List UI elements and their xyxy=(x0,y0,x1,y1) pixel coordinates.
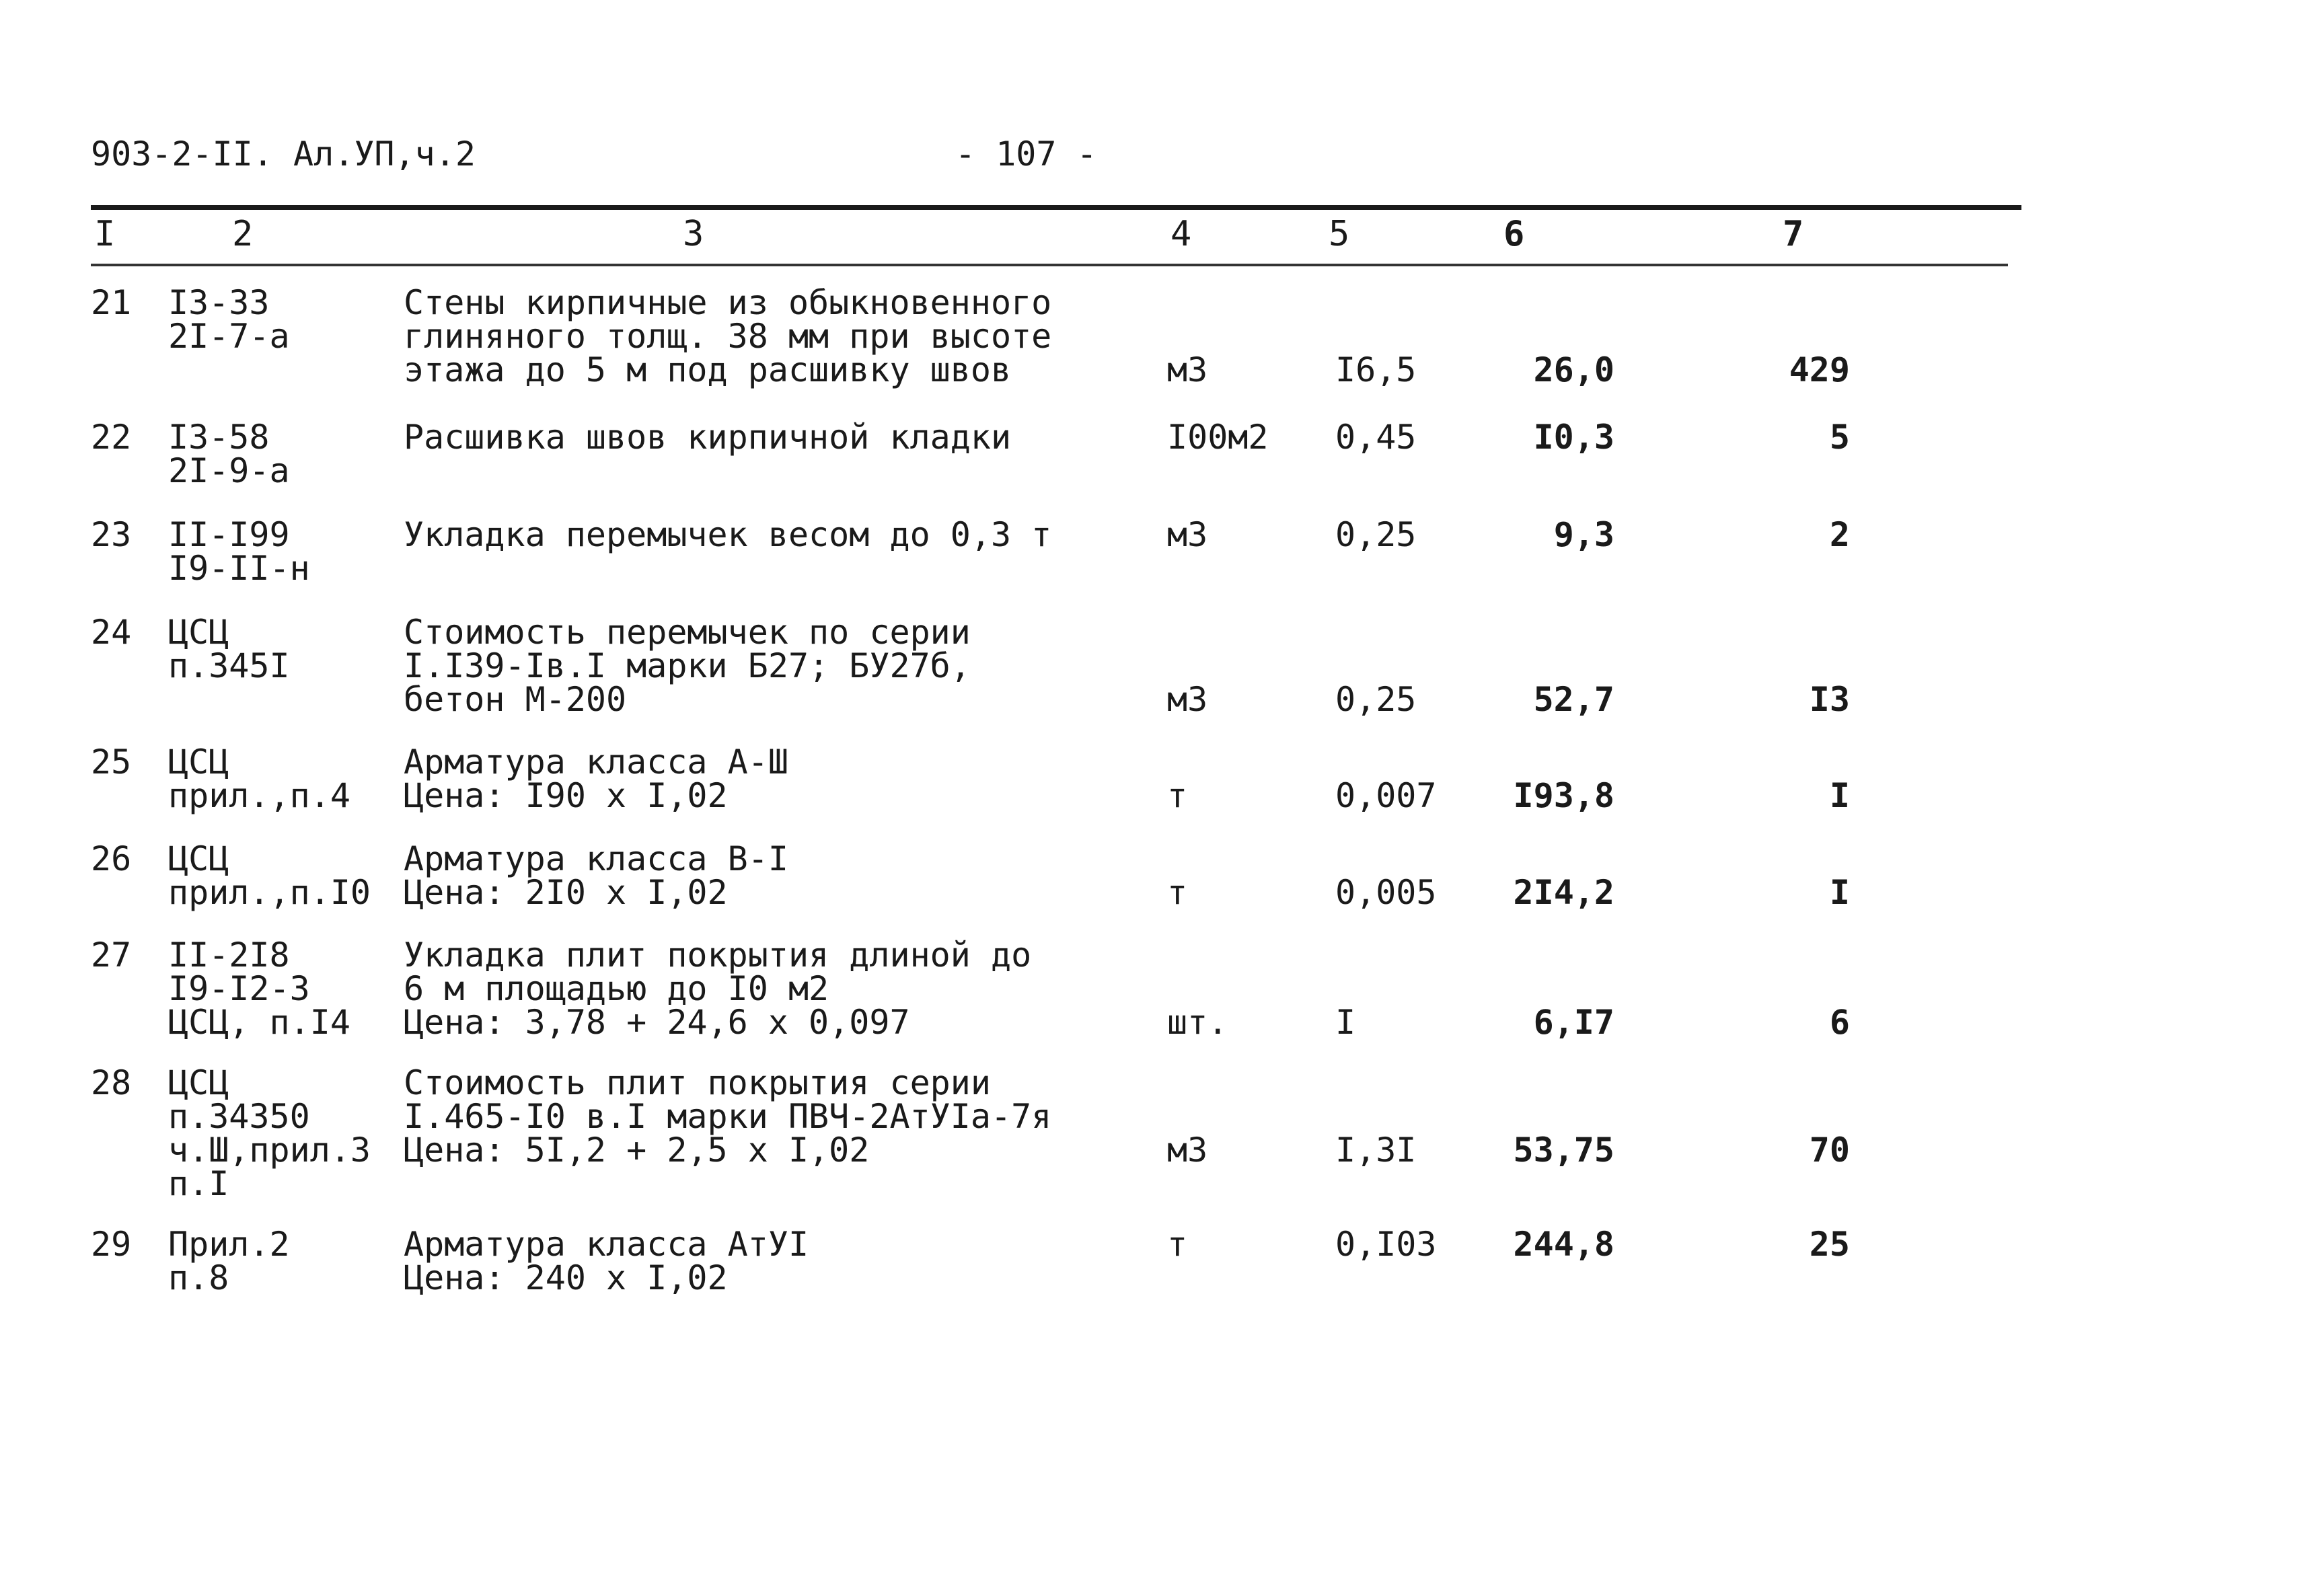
quantity: 0,005 xyxy=(1335,873,1437,912)
description-line: Арматура класса АтУI xyxy=(404,1225,809,1264)
rate-code-line: I9-I2-3 xyxy=(168,969,310,1008)
column-number-5: 5 xyxy=(1329,214,1350,254)
unit-price: 244,8 xyxy=(1513,1225,1614,1264)
description-line: Стоимость плит покрытия серии xyxy=(404,1063,991,1102)
description-line: Цена: 2I0 х I,02 xyxy=(404,873,728,912)
description-line: бетон М-200 xyxy=(404,680,627,719)
description-line: Укладка плит покрытия длиной до xyxy=(404,936,1032,975)
description-line: этажа до 5 м под расшивку швов xyxy=(404,350,1012,389)
description-line: Цена: I90 х I,02 xyxy=(404,776,728,815)
row-number: 22 xyxy=(91,418,132,457)
page-number: - 107 - xyxy=(955,135,1097,174)
quantity: I xyxy=(1335,1003,1356,1042)
unit: I00м2 xyxy=(1167,418,1269,457)
unit: т xyxy=(1167,873,1188,912)
unit-price: 53,75 xyxy=(1513,1131,1614,1170)
rate-code-line: ЦСЦ xyxy=(168,1063,229,1102)
unit: м3 xyxy=(1167,680,1208,719)
unit: шт. xyxy=(1167,1003,1228,1042)
unit-price: 6,I7 xyxy=(1533,1003,1614,1042)
row-number: 29 xyxy=(91,1225,132,1264)
description-line: Укладка перемычек весом до 0,3 т xyxy=(404,515,1052,554)
row-number: 24 xyxy=(91,613,132,652)
description-line: Цена: 240 х I,02 xyxy=(404,1258,728,1297)
rate-code-line: п.8 xyxy=(168,1258,229,1297)
rate-code-line: II-I99 xyxy=(168,515,290,554)
quantity: 0,25 xyxy=(1335,515,1417,554)
document-header-code: 903-2-II. Ал.УП,ч.2 xyxy=(91,135,476,174)
column-number-7: 7 xyxy=(1783,214,1804,254)
total-cost: 2 xyxy=(1829,515,1850,554)
total-cost: 429 xyxy=(1789,350,1850,389)
rate-code-line: I3-33 xyxy=(168,283,270,322)
rate-code-line: прил.,п.4 xyxy=(168,776,350,815)
column-number-2: 2 xyxy=(232,214,254,254)
unit: м3 xyxy=(1167,515,1208,554)
total-cost: 5 xyxy=(1829,418,1850,457)
rate-code-line: ЦСЦ xyxy=(168,613,229,652)
rate-code-line: Прил.2 xyxy=(168,1225,290,1264)
row-number: 26 xyxy=(91,839,132,878)
unit-price: 26,0 xyxy=(1533,350,1614,389)
total-cost: 6 xyxy=(1829,1003,1850,1042)
total-cost: 25 xyxy=(1809,1225,1850,1264)
row-number: 28 xyxy=(91,1063,132,1102)
description-line: Стоимость перемычек по серии xyxy=(404,613,971,652)
row-number: 23 xyxy=(91,515,132,554)
rate-code-line: I9-II-н xyxy=(168,549,310,588)
description-line: 6 м площадью до I0 м2 xyxy=(404,969,829,1008)
rate-code-line: прил.,п.I0 xyxy=(168,873,371,912)
rate-code-line: I3-58 xyxy=(168,418,270,457)
column-number-4: 4 xyxy=(1170,214,1192,254)
rate-code-line: ч.Ш,прил.3 xyxy=(168,1131,371,1170)
unit-price: 9,3 xyxy=(1553,515,1614,554)
description-line: Стены кирпичные из обыкновенного xyxy=(404,283,1052,322)
rate-code-line: п.34350 xyxy=(168,1097,310,1136)
quantity: 0,25 xyxy=(1335,680,1417,719)
total-cost: I3 xyxy=(1809,680,1850,719)
column-number-3: 3 xyxy=(683,214,704,254)
quantity: 0,45 xyxy=(1335,418,1417,457)
quantity: 0,I03 xyxy=(1335,1225,1437,1264)
unit-price: 52,7 xyxy=(1533,680,1614,719)
description-line: Цена: 5I,2 + 2,5 х I,02 xyxy=(404,1131,870,1170)
description-line: Арматура класса А-Ш xyxy=(404,743,788,782)
unit-price: 2I4,2 xyxy=(1513,873,1614,912)
description-line: глиняного толщ. 38 мм при высоте xyxy=(404,317,1052,356)
rate-code-line: ЦСЦ xyxy=(168,743,229,782)
rate-code-line: п.345I xyxy=(168,646,290,685)
description-line: I.I39-Iв.I марки Б27; БУ27б, xyxy=(404,646,971,685)
row-number: 27 xyxy=(91,936,132,975)
unit: т xyxy=(1167,1225,1188,1264)
rate-code-line: 2I-7-а xyxy=(168,317,290,356)
total-cost: I xyxy=(1829,873,1850,912)
unit: м3 xyxy=(1167,1131,1208,1170)
quantity: I6,5 xyxy=(1335,350,1417,389)
unit: т xyxy=(1167,776,1188,815)
row-number: 25 xyxy=(91,743,132,782)
description-line: I.465-I0 в.I марки ПВЧ-2АтУIа-7я xyxy=(404,1097,1052,1136)
description-line: Арматура класса В-I xyxy=(404,839,788,878)
rate-code-line: ЦСЦ xyxy=(168,839,229,878)
unit-price: I0,3 xyxy=(1533,418,1614,457)
quantity: 0,007 xyxy=(1335,776,1437,815)
rate-code-line: ЦСЦ, п.I4 xyxy=(168,1003,350,1042)
description-line: Расшивка швов кирпичной кладки xyxy=(404,418,1012,457)
description-line: Цена: 3,78 + 24,6 х 0,097 xyxy=(404,1003,910,1042)
column-number-1: I xyxy=(94,214,116,254)
column-number-6: 6 xyxy=(1503,214,1525,254)
top-rule xyxy=(91,205,2021,210)
unit: м3 xyxy=(1167,350,1208,389)
unit-price: I93,8 xyxy=(1513,776,1614,815)
total-cost: I xyxy=(1829,776,1850,815)
rate-code-line: п.I xyxy=(168,1164,229,1203)
header-rule xyxy=(91,264,2008,266)
quantity: I,3I xyxy=(1335,1131,1417,1170)
rate-code-line: II-2I8 xyxy=(168,936,290,975)
rate-code-line: 2I-9-а xyxy=(168,451,290,490)
row-number: 21 xyxy=(91,283,132,322)
total-cost: 70 xyxy=(1809,1131,1850,1170)
